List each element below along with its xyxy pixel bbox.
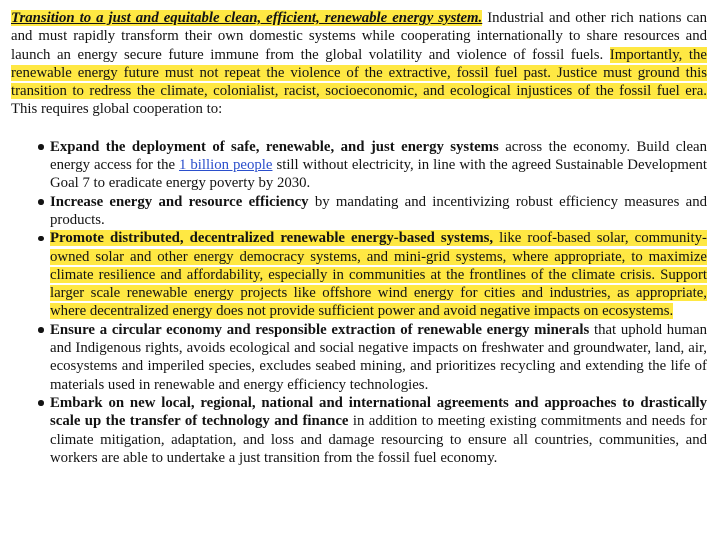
link-1-billion-people[interactable]: 1 billion people [179, 157, 273, 174]
bullet-text [50, 230, 707, 319]
intro-title: Transition to a just and equitable clean, efficient, renewable energy system. [11, 10, 483, 26]
bullet-marker-icon [38, 400, 44, 406]
text-segment: still without electricity, in line with the agreed Sustainable Development Goal 7 to eradicate energy poverty by 2030. [50, 157, 707, 192]
text-segment: that uphold human and Indigenous rights, avoids ecological and social negative impacts on freshwater and groundwater, land, air, ecosystems and imperiled species, excludes seabed mining, and prioritizes recycling and extending the life of materials used in renewable and energy efficiency technologies. [50, 321, 707, 393]
bullet-marker-icon [38, 327, 44, 333]
text-segment: Increase energy and resource efficiency [50, 193, 309, 210]
text-segment: by mandating and incentivizing robust efficiency measures and products. [50, 193, 707, 228]
list-item-expand-deployment [11, 138, 707, 193]
text-segment: across the economy. Build clean energy access for the [50, 138, 707, 174]
text-segment: This requires global cooperation to: [11, 101, 223, 118]
bullet-text [50, 322, 707, 393]
text-segment: Ensure a circular economy and responsible extraction of renewable energy minerals [50, 321, 590, 338]
text-segment: Promote distributed, decentralized renewable energy-based systems, [50, 230, 494, 247]
list-item-increase-efficiency [11, 193, 707, 230]
intro-paragraph [11, 9, 707, 119]
text-segment: Industrial and other rich nations can and must rapidly transform their own domestic systems while cooperating internationally to share resources and launch an energy secure future immune from the global volatility and violence of fossil fuels. [11, 10, 707, 63]
bullet-text [50, 139, 707, 192]
text-segment: like roof-based solar, community-owned solar and other energy democracy systems, and mini-grid systems, where appropriate, to maximize climate resilience and affordability, especially in communities at the frontlines of the climate crisis. Support larger scale renewable energy projects like offshore wind energy for cities and industries, as appropriate, where decentralized energy does not provide sufficient power and avoid negative impacts on ecosystems. [50, 230, 707, 320]
list-item-circular-economy [11, 321, 707, 394]
bullet-text [50, 395, 707, 466]
bullet-list [11, 138, 707, 467]
text-segment: Embark on new local, regional, national and international agreements and approaches to drastically scale up the transfer of technology and finance [50, 394, 707, 430]
intro-highlighted-passage: Importantly, the renewable energy future must not repeat the violence of the extractive, fossil fuel past. Justice must ground this transition to redress the climate, colonialist, racist, socioeconomic, and ecological injustices of the fossil fuel era. [11, 46, 708, 100]
bullet-marker-icon [38, 199, 44, 205]
list-item-promote-distributed-systems [11, 229, 707, 320]
text-segment: Expand the deployment of safe, renewable, and just energy systems [50, 138, 499, 155]
bullet-marker-icon [38, 144, 44, 150]
bullet-text [50, 194, 707, 228]
list-item-embark-agreements [11, 394, 707, 467]
text-segment: in addition to meeting existing commitments and needs for climate mitigation, adaptation, and loss and damage resourcing to ensure all countries, communities, and workers are able to undertake a just transition from the fossil fuel economy. [50, 413, 707, 466]
bullet-marker-icon [38, 236, 44, 242]
